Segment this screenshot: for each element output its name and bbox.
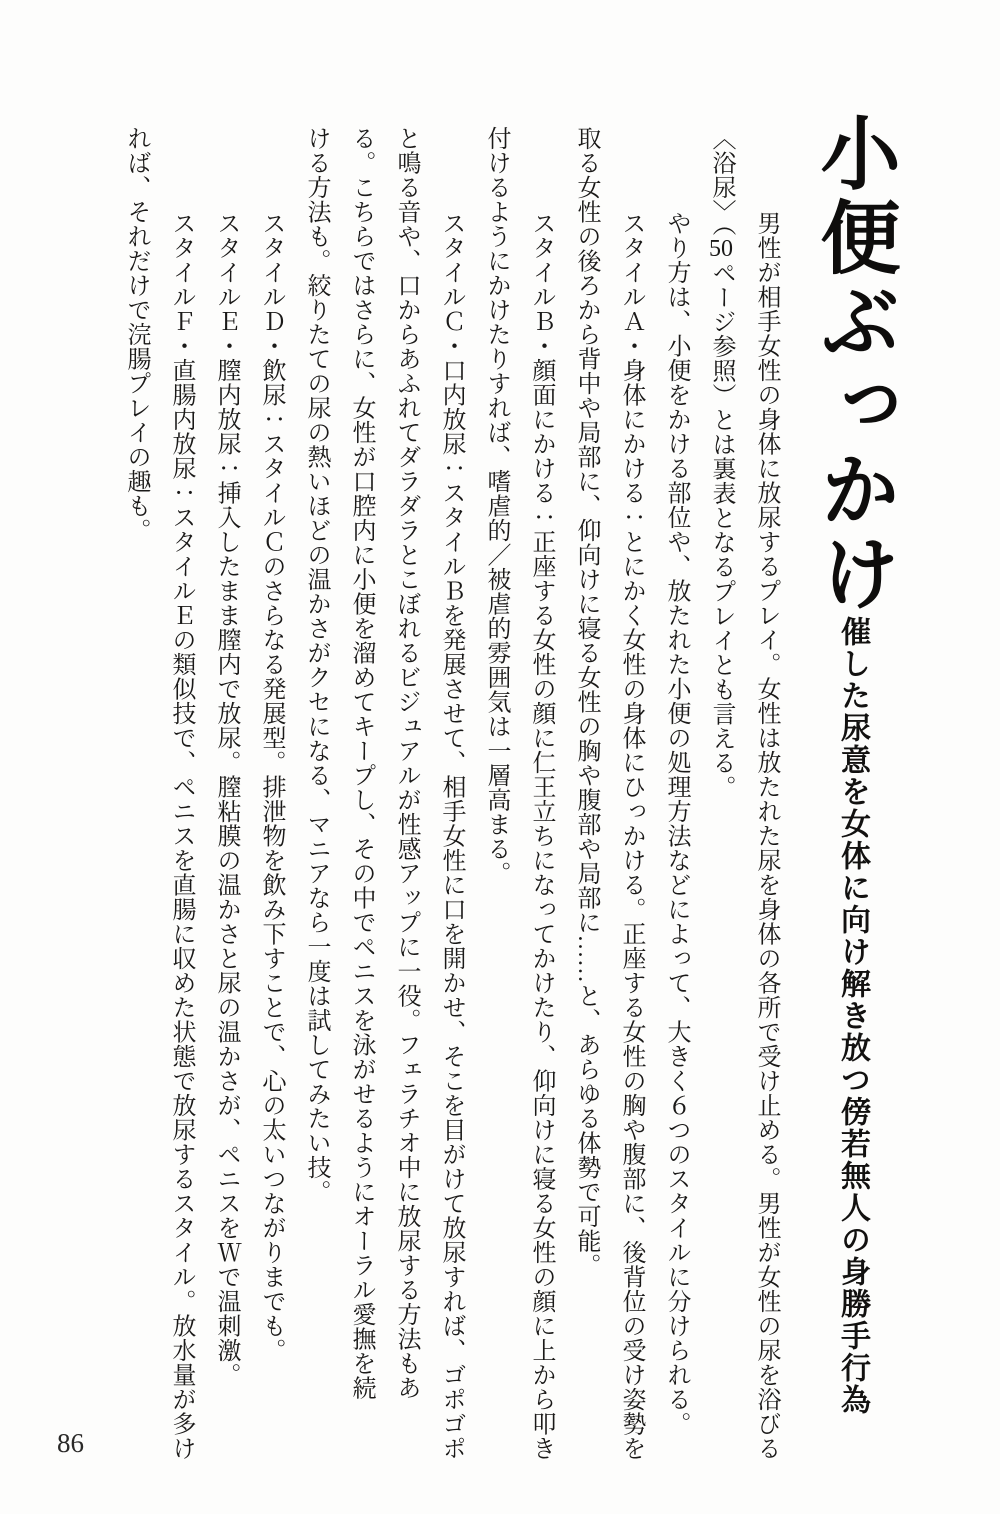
chapter-title: 小便ぶっかけ xyxy=(808,112,896,616)
page-number: 86 xyxy=(57,1428,84,1458)
text-column: れば、それだけで浣腸プレイの趣も。 xyxy=(123,126,149,543)
chapter-header xyxy=(796,112,908,1442)
text-column: 男性が相手女性の身体に放尿するプレイ。女性は放たれた尿を身体の各所で受け止める。男性が女性の尿を浴びる xyxy=(753,211,779,1461)
text-column: ける方法も。絞りたての尿の熱いほどの温かさがクセになる、マニアなら一度は試してみたい技。 xyxy=(303,126,329,1204)
text-column: 取る女性の後ろから背中や局部に、仰向けに寝る女性の胸や腹部や局部に……と、あらゆる体勢で可能。 xyxy=(573,126,599,1278)
text-column: やり方は、小便をかける部位や、放たれた小便の処理方法などによって、大きく６つのスタイルに分けられる。 xyxy=(663,211,689,1436)
text-column: スタイルＤ・飲尿：スタイルＣのさらなる発展型。排泄物を飲み下すことで、心の太いつながりまでも。 xyxy=(258,211,284,1363)
text-column: スタイルＥ・膣内放尿：挿入したまま膣内で放尿。膣粘膜の温かさと尿の温かさが、ペニスをＷで温刺激。 xyxy=(213,211,239,1387)
text-column: る。こちらではさらに、女性が口腔内に小便を溜めてキープし、その中でペニスを泳がせるようにオーラル愛撫を続 xyxy=(348,126,374,1400)
text-column: スタイルＣ・口内放尿：スタイルＢを発展させて、相手女性に口を開かせ、そこを目がけて放尿すれば、ゴポゴポ xyxy=(438,211,464,1461)
chapter-subtitle: 催した尿意を女体に向け解き放つ傍若無人の身勝手行為 xyxy=(836,616,869,1416)
body-text xyxy=(113,126,788,1461)
chapter-header-line xyxy=(796,112,908,1442)
tatechuyoko-number: 50 xyxy=(709,236,733,261)
text-column: 〈浴尿〉（50ページ参照）とは裏表となるプレイとも言える。 xyxy=(708,126,734,800)
text-column: スタイルＢ・顔面にかける：正座する女性の顔に仁王立ちになってかけたり、仰向けに寝る女性の顔に上から叩き xyxy=(528,211,554,1461)
text-column: と鳴る音や、口からあふれてダラダラとこぼれるビジュアルが性感アップに一役。フェラチオ中に放尿する方法もあ xyxy=(393,126,419,1400)
text-column: スタイルＡ・身体にかける：とにかく女性の身体にひっかける。正座する女性の胸や腹部に、後背位の受け姿勢を xyxy=(618,211,644,1461)
text-column: 付けるようにかけたりすれば、嗜虐的／被虐的雰囲気は一層高まる。 xyxy=(483,126,509,886)
text-column: スタイルＦ・直腸内放尿：スタイルＥの類似技で、ペニスを直腸に収めた状態で放尿するスタイル。放水量が多け xyxy=(168,211,194,1461)
